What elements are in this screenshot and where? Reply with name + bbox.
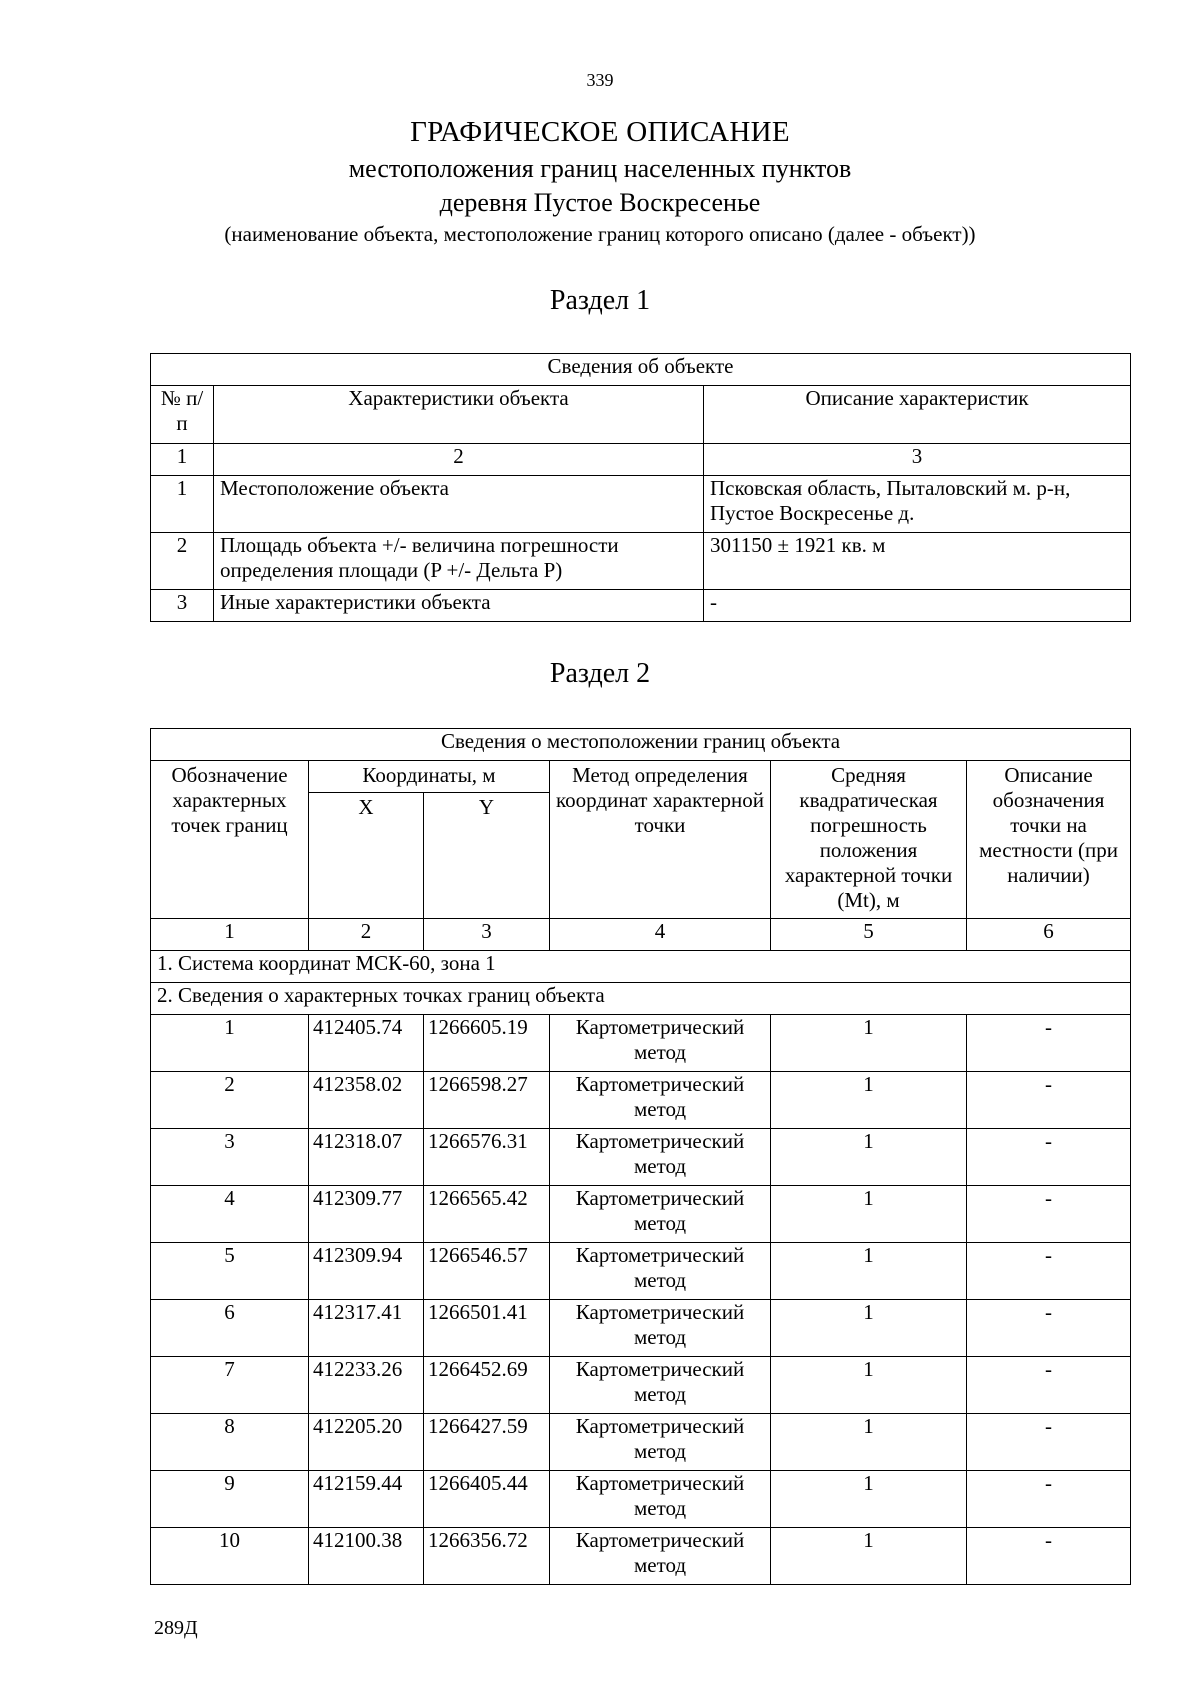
method: Картометрический метод [550,1357,771,1414]
point-id: 3 [151,1129,309,1186]
point-id: 2 [151,1072,309,1129]
method: Картометрический метод [550,1243,771,1300]
coord-y: 1266427.59 [424,1414,550,1471]
section-2-title: Раздел 2 [549,658,651,689]
boundary-points-table [150,728,1131,1585]
table-caption-row [151,729,1131,761]
coord-y: 1266598.27 [424,1072,550,1129]
table-row [151,590,1131,622]
header-y: Y [424,793,550,919]
mean-error: 1 [771,1414,967,1471]
header-coordinates: Координаты, м [309,761,550,793]
method: Картометрический метод [550,1414,771,1471]
row-characteristic: Площадь объекта +/- величина погрешности определения площади (P +/- Дельта P) [214,533,704,590]
table-row [151,1243,1131,1300]
coord-x: 412205.20 [309,1414,424,1471]
header-designation: Обозначение характерных точек границ [151,761,309,919]
point-description: - [967,1414,1131,1471]
point-description: - [967,1357,1131,1414]
footer-code: 289Д [154,1617,198,1639]
row-number: 3 [151,590,214,622]
row-value: - [704,590,1131,622]
point-description: - [967,1186,1131,1243]
coord-system: 1. Система координат МСК-60, зона 1 [151,951,1131,983]
coord-x: 412317.41 [309,1300,424,1357]
table-index-row [151,444,1131,476]
object-info-caption: Сведения об объекте [151,354,1131,386]
table-row [151,533,1131,590]
method: Картометрический метод [550,1129,771,1186]
point-id: 7 [151,1357,309,1414]
point-id: 6 [151,1300,309,1357]
table-row [151,1186,1131,1243]
document-title: ГРАФИЧЕСКОЕ ОПИСАНИЕ [410,116,790,148]
header-method: Метод определения координат характерной точки [550,761,771,919]
page-number: 339 [586,70,614,90]
point-description: - [967,1243,1131,1300]
coord-system-row [151,951,1131,983]
method: Картометрический метод [550,1471,771,1528]
point-id: 5 [151,1243,309,1300]
mean-error: 1 [771,1072,967,1129]
point-description: - [967,1471,1131,1528]
coord-y: 1266605.19 [424,1015,550,1072]
mean-error: 1 [771,1357,967,1414]
table-header-row [151,761,1131,793]
method: Картометрический метод [550,1072,771,1129]
coord-y: 1266452.69 [424,1357,550,1414]
mean-error: 1 [771,1471,967,1528]
method: Картометрический метод [550,1186,771,1243]
index-cell: 3 [704,444,1131,476]
object-info-table [150,353,1131,622]
header-characteristics: Характеристики объекта [214,386,704,444]
coord-y: 1266356.72 [424,1528,550,1585]
coord-y: 1266501.41 [424,1300,550,1357]
coord-x: 412405.74 [309,1015,424,1072]
row-value: 301150 ± 1921 кв. м [704,533,1131,590]
point-id: 10 [151,1528,309,1585]
point-description: - [967,1015,1131,1072]
mean-error: 1 [771,1243,967,1300]
index-cell: 2 [309,919,424,951]
mean-error: 1 [771,1300,967,1357]
index-cell: 5 [771,919,967,951]
point-id: 9 [151,1471,309,1528]
method: Картометрический метод [550,1015,771,1072]
points-caption-row [151,983,1131,1015]
row-characteristic: Местоположение объекта [214,476,704,533]
coord-y: 1266576.31 [424,1129,550,1186]
header-error: Средняя квадратическая погрешность положения характерной точки (Mt), м [771,761,967,919]
index-cell: 1 [151,919,309,951]
table-row [151,1357,1131,1414]
point-id: 1 [151,1015,309,1072]
header-description: Описание характеристик [704,386,1131,444]
table-row [151,1528,1131,1585]
section-1-title: Раздел 1 [549,285,651,316]
index-cell: 6 [967,919,1131,951]
method: Картометрический метод [550,1528,771,1585]
point-id: 8 [151,1414,309,1471]
mean-error: 1 [771,1528,967,1585]
header-description: Описание обозначения точки на местности (при наличии) [967,761,1131,919]
index-cell: 2 [214,444,704,476]
coord-y: 1266565.42 [424,1186,550,1243]
document-subtitle-note: (наименование объекта, местоположение границ которого описано (далее - объект)) [224,222,976,246]
document-subtitle-2: деревня Пустое Воскресенье [439,188,761,217]
table-header-row [151,386,1131,444]
coord-x: 412233.26 [309,1357,424,1414]
row-number: 1 [151,476,214,533]
mean-error: 1 [771,1129,967,1186]
mean-error: 1 [771,1186,967,1243]
document-subtitle-1: местоположения границ населенных пунктов [348,154,852,183]
header-number: № п/п [151,386,214,444]
row-value: Псковская область, Пыталовский м. р-н, Пустое Воскресенье д. [704,476,1131,533]
coord-y: 1266405.44 [424,1471,550,1528]
point-description: - [967,1300,1131,1357]
table-row [151,1300,1131,1357]
table-row [151,1015,1131,1072]
coord-y: 1266546.57 [424,1243,550,1300]
points-body [151,1015,1131,1585]
point-id: 4 [151,1186,309,1243]
index-cell: 4 [550,919,771,951]
boundary-caption: Сведения о местоположении границ объекта [151,729,1131,761]
header-x: X [309,793,424,919]
point-description: - [967,1072,1131,1129]
coord-x: 412309.94 [309,1243,424,1300]
index-cell: 1 [151,444,214,476]
table-caption-row [151,354,1131,386]
coord-x: 412100.38 [309,1528,424,1585]
table-row [151,1129,1131,1186]
table-row [151,476,1131,533]
method: Картометрический метод [550,1300,771,1357]
row-characteristic: Иные характеристики объекта [214,590,704,622]
index-cell: 3 [424,919,550,951]
table-row [151,1471,1131,1528]
mean-error: 1 [771,1015,967,1072]
points-caption: 2. Сведения о характерных точках границ объекта [151,983,1131,1015]
point-description: - [967,1129,1131,1186]
point-description: - [967,1528,1131,1585]
coord-x: 412318.07 [309,1129,424,1186]
coord-x: 412358.02 [309,1072,424,1129]
table-row [151,1414,1131,1471]
row-number: 2 [151,533,214,590]
table-index-row [151,919,1131,951]
table-row [151,1072,1131,1129]
coord-x: 412159.44 [309,1471,424,1528]
coord-x: 412309.77 [309,1186,424,1243]
